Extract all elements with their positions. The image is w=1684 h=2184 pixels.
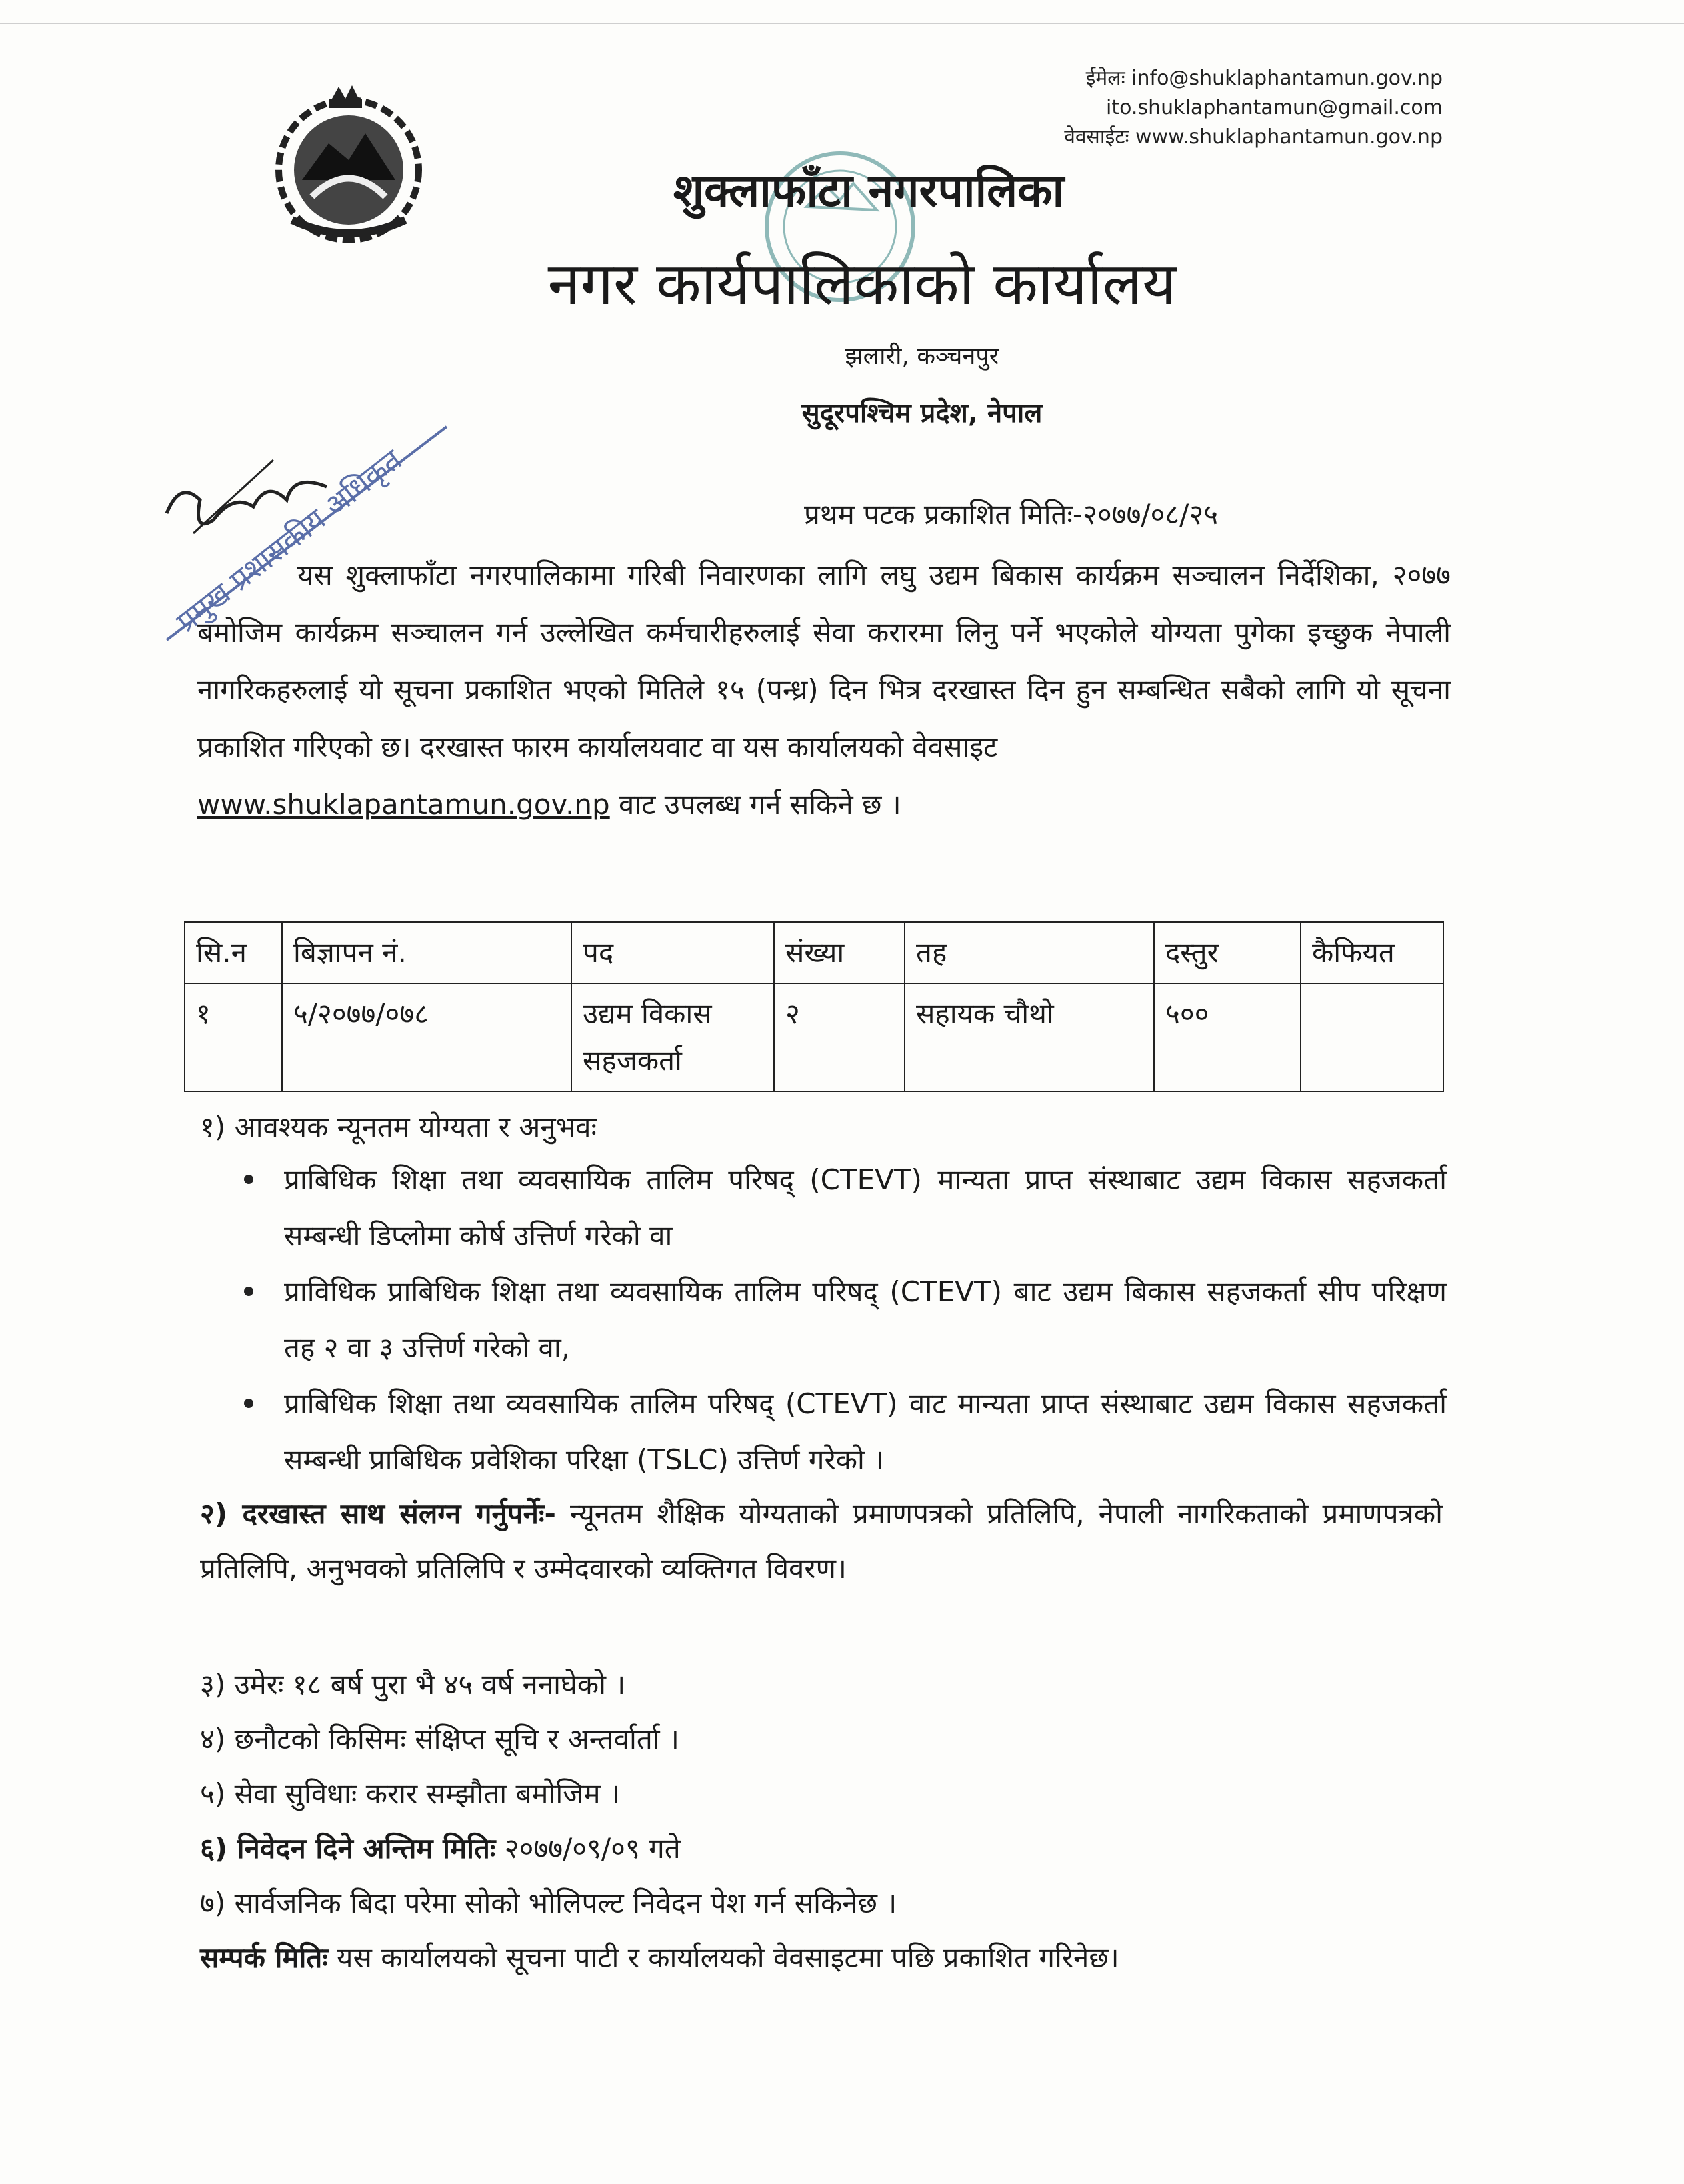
contact-block (1064, 64, 1443, 152)
qualification-item (247, 1376, 1447, 1488)
section-2 (200, 1487, 1443, 1596)
vacancy-table (184, 921, 1444, 1092)
table-header: कैफियत (1301, 922, 1443, 983)
table-cell: उद्यम विकास सहजकर्ता (571, 983, 774, 1091)
qualification-text: प्राबिधिक शिक्षा तथा व्यवसायिक तालिम परिषद् (CTEVT) वाट मान्यता प्राप्त संस्थाबाट उद्यम विकास सहजकर्ता सम्बन्धी प्राबिधिक प्रवेशिका परिक्षा (TSLC) उत्तिर्ण गरेको । (284, 1387, 1447, 1476)
qualification-text: प्राविधिक प्राबिधिक शिक्षा तथा व्यवसायिक तालिम परिषद् (CTEVT) बाट उद्यम बिकास सहजकर्ता सीप परिक्षण तह २ वा ३ उत्तिर्ण गरेको वा, (284, 1275, 1447, 1364)
notice-body-text: यस शुक्लाफाँटा नगरपालिकामा गरिबी निवारणका लागि लघु उद्यम बिकास कार्यक्रम सञ्चालन निर्देशिका, २०७७ बमोजिम कार्यक्रम सञ्चालन गर्न उल्लेखित कर्मचारीहरुलाई सेवा करारमा लिनु पर्ने भएकोले योग्यता पुगेका इच्छुक नेपाली नागरिकहरुलाई यो सूचना प्रकाशित भएको मितिले १५ (पन्ध्र) दिन भित्र दरखास्त दिन हुन सम्बन्धित सबैको लागि यो सूचना प्रकाशित गरिएको छ। दरखास्त फारम कार्यालयवाट वा यस कार्यालयको वेवसाइट (197, 559, 1451, 763)
section-7: ७) सार्वजनिक बिदा परेमा सोको भोलिपल्ट निवेदन पेश गर्न सकिनेछ । (200, 1887, 897, 1919)
bullet-icon (244, 1399, 253, 1408)
stamp-text: प्रमुख प्रशासकीय अधिकृत (170, 443, 409, 639)
email-line: ईमेलः info@shuklaphantamun.gov.np (1085, 67, 1443, 90)
qualification-item (247, 1152, 1447, 1264)
office-address: झलारी, कञ्चनपुर (845, 343, 999, 370)
contact-note-title: सम्पर्क मितिः (200, 1941, 328, 1974)
office-name: नगर कार्यपालिकाको कार्यालय (547, 249, 1177, 318)
org-name: शुक्लाफाँटा नगरपालिका (673, 165, 1065, 217)
section-2-body: न्यूनतम शैक्षिक योग्यताको प्रमाणपत्रको प्रतिलिपि, नेपाली नागरिकताको प्रमाणपत्रको प्रतिलिपि, अनुभवको प्रतिलिपि र उम्मेदवारको व्यक्तिगत विवरण। (200, 1497, 1443, 1585)
top-rule (0, 23, 1684, 24)
bullet-icon (244, 1287, 253, 1296)
table-header: दस्तुर (1154, 922, 1301, 983)
contact-note (200, 1931, 1119, 1985)
section-1-title: १) आवश्यक न्यूनतम योग्यता र अनुभवः (200, 1111, 597, 1143)
table-cell: सहायक चौथो (905, 983, 1154, 1091)
website-link[interactable]: www.shuklapantamun.gov.np (197, 788, 610, 821)
table-header: पद (571, 922, 774, 983)
table-cell (1301, 983, 1443, 1091)
email-line-2: ito.shuklaphantamun@gmail.com (1106, 96, 1443, 119)
table-row (185, 983, 1443, 1091)
deadline-date: २०७७/०९/०९ गते (495, 1832, 681, 1865)
section-6 (200, 1821, 681, 1876)
section-5: ५) सेवा सुविधाः करार सम्झौता बमोजिम । (200, 1777, 620, 1810)
table-cell: ५०० (1154, 983, 1301, 1091)
notice-body (197, 547, 1451, 833)
qualification-item (247, 1264, 1447, 1376)
table-cell: ५/२०७७/०७८ (282, 983, 571, 1091)
website-line: वेवसाईटः www.shuklaphantamun.gov.np (1064, 125, 1443, 149)
table-header: तह (905, 922, 1154, 983)
section-4: ४) छनौटको किसिमः संक्षिप्त सूचि र अन्तर्वार्ता । (200, 1723, 679, 1755)
table-header-row (185, 922, 1443, 983)
table-header: सि.न (185, 922, 282, 983)
qualification-text: प्राबिधिक शिक्षा तथा व्यवसायिक तालिम परिषद् (CTEVT) मान्यता प्राप्त संस्थाबाट उद्यम विकास सहजकर्ता सम्बन्धी डिप्लोमा कोर्ष उत्तिर्ण गरेको वा (284, 1163, 1447, 1252)
notice-body-tail: वाट उपलब्ध गर्न सकिने छ । (609, 788, 901, 821)
section-6-title: ६) निवेदन दिने अन्तिम मितिः (200, 1832, 496, 1865)
table-cell: २ (774, 983, 905, 1091)
table-header: बिज्ञापन नं. (282, 922, 571, 983)
bullet-icon (244, 1175, 253, 1184)
table-cell: १ (185, 983, 282, 1091)
section-3: ३) उमेरः १८ बर्ष पुरा भै ४५ वर्ष ननाघेको । (200, 1668, 626, 1701)
section-2-title: २) दरखास्त साथ संलग्न गर्नुपर्नेः- (200, 1497, 556, 1530)
contact-note-body: यस कार्यालयको सूचना पाटी र कार्यालयको वेवसाइटमा पछि प्रकाशित गरिनेछ। (327, 1941, 1119, 1974)
published-date: प्रथम पटक प्रकाशित मितिः-२०७७/०८/२५ (804, 498, 1219, 531)
province-name: सुदूरपश्चिम प्रदेश, नेपाल (801, 398, 1043, 429)
table-header: संख्या (774, 922, 905, 983)
